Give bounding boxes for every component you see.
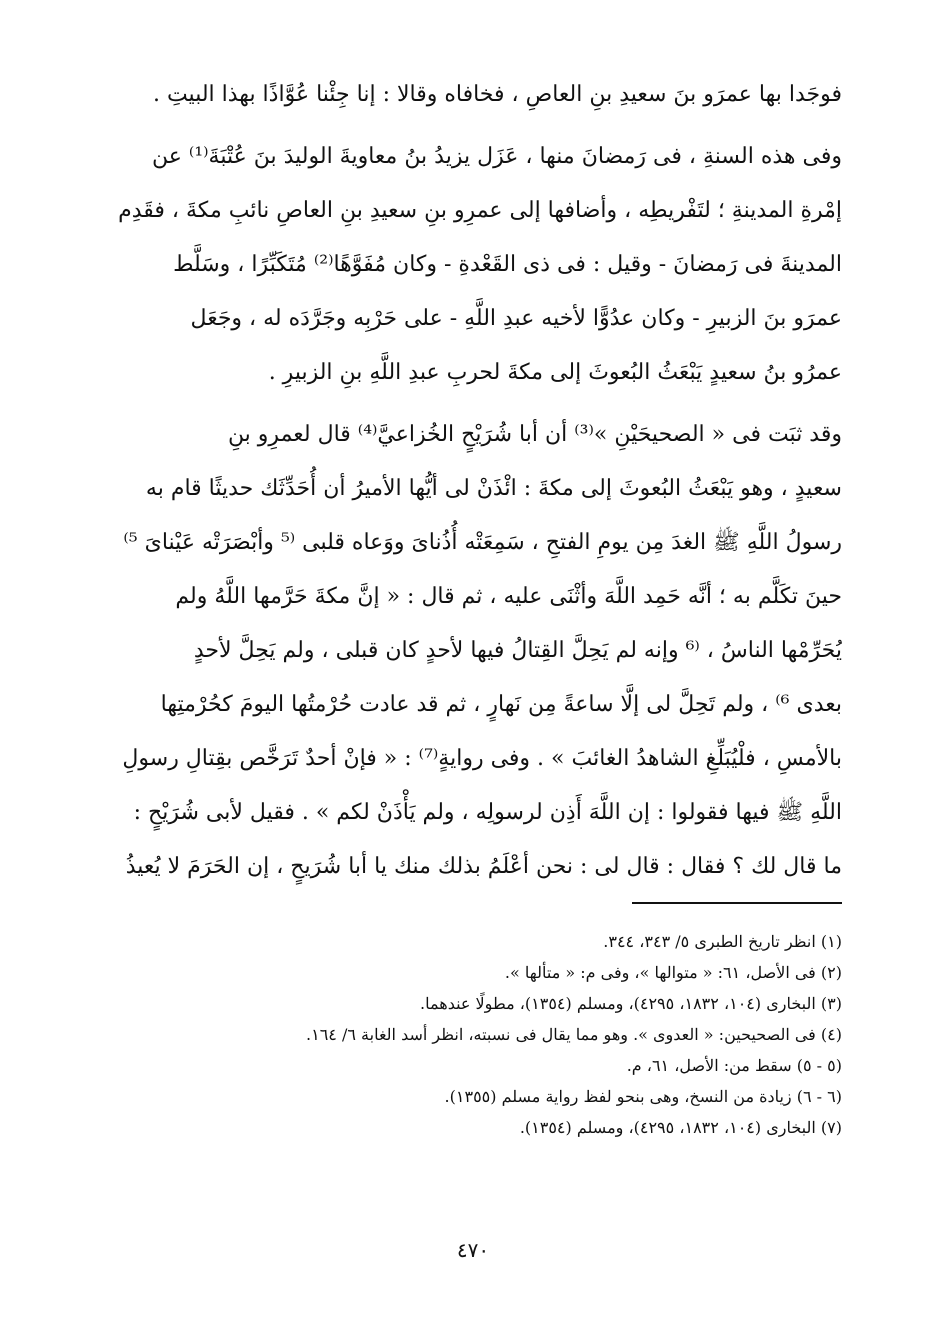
footnote-7: (٧) البخارى (١٠٤، ١٨٣٢، ٤٢٩٥)، ومسلم (١٣٥٤).: [519, 1118, 842, 1137]
footnote-1: (١) انظر تاريخ الطبرى ٥/ ٣٤٣، ٣٤٤.: [603, 932, 842, 951]
paragraph-2: [116, 130, 842, 400]
footnote-6: (٦ - ٦) زيادة من النسخ، وهى بنحو لفظ رواية مسلم (١٣٥٥).: [444, 1087, 842, 1106]
main-text: [116, 68, 842, 894]
text-line: عمرُو بنُ سعيدٍ يَبْعَثُ البُعوثَ إلى مكةَ لحربِ عبدِ اللَّهِ بنِ الزبيرِ .: [268, 360, 842, 385]
text-line: فوجَدا بها عمرَو بنَ سعيدِ بنِ العاصِ ، فخافاه وقالا : إنا جِئْنا عُوَّاذًا بهذا البيتِ .: [152, 82, 842, 107]
footnote-4: (٤) فى الصحيحين: « العدوى ». وهو مما يقال فى نسبته، انظر أسد الغابة ٦/ ١٦٤.: [306, 1025, 842, 1044]
text-line: حينَ تكَلَّم به ؛ أنَّه حَمِد اللَّهَ وأثْنَى عليه ، ثم قال : « إنَّ مكةَ حَرَّمها اللَّهُ ولم: [175, 584, 842, 609]
text-line: رسولُ اللَّهِ ﷺ الغدَ مِن يومِ الفتحِ ، سَمِعَتْه أُذُناىَ ووَعاه قلبى ⁽⁵ وأبْصَرَتْه عَيْناىَ ⁵⁾: [123, 530, 842, 555]
text-line: المدينةَ فى رَمضانَ - وقيل : فى ذى القَعْدةِ - وكان مُفَوَّهًا⁽²⁾ مُتَكَبِّرًا ، وسَلَّط: [173, 252, 842, 277]
page-number: ٤٧٠: [456, 1238, 490, 1262]
text-line: بعدى ⁶⁾ ، ولم تَحِلَّ لى إلَّا ساعةً مِن نَهارٍ ، ثم قد عادت حُرْمتُها اليومَ كحُرْمتِها: [160, 692, 842, 717]
footnote-separator: [632, 902, 842, 904]
paragraph-3: [116, 408, 842, 894]
text-line: يُحَرِّمْها الناسُ ، ⁽⁶ وإنه لم يَحِلَّ القِتالُ فيها لأحدٍ كان قبلى ، ولم يَحِلَّ لأحدٍ: [193, 638, 842, 663]
footnote-5: (٥ - ٥) سقط من: الأصل، ٦١، م.: [626, 1056, 842, 1075]
footnotes: [200, 926, 842, 1143]
text-line: وقد ثبَت فى « الصحيحَيْنِ »⁽³⁾ أن أبا شُرَيْحٍ الخُزاعيَّ⁽⁴⁾ قال لعمرِو بنِ: [227, 422, 842, 447]
text-line: وفى هذه السنةِ ، فى رَمضانَ منها ، عَزَل يزيدُ بنُ معاويةَ الوليدَ بنَ عُتْبَةَ⁽¹⁾ عن: [152, 144, 842, 169]
paragraph-1: [116, 68, 842, 122]
text-line: اللَّهِ ﷺ فيها فقولوا : إن اللَّهَ أَذِن لرسولِه ، ولم يَأْذَنْ لكم » . فقيل لأبى شُرَيْحٍ :: [133, 800, 842, 825]
text-line: بالأمسِ ، فلْيُبَلِّغِ الشاهدُ الغائبَ » . وفى روايةٍ⁽⁷⁾ : « فإنْ أحدٌ تَرَخَّص بقِتالِ رسولِ: [122, 746, 842, 771]
text-line: عمرَو بنَ الزبيرِ - وكان عدُوًّا لأخيه عبدِ اللَّهِ - على حَرْبِه وجَرَّدَه له ، وجَعَل: [190, 306, 842, 331]
footnote-2: (٢) فى الأصل، ٦١: « متوالها »، وفى م: « متألها ».: [504, 963, 842, 982]
text-line: سعيدٍ ، وهو يَبْعَثُ البُعوثَ إلى مكةَ : ائْذَنْ لى أيُّها الأميرُ أن أُحَدِّثَك حديثًا قام به: [145, 476, 842, 501]
footnote-3: (٣) البخارى (١٠٤، ١٨٣٢، ٤٢٩٥)، ومسلم (١٣٥٤)، مطولًا عندهما.: [420, 994, 842, 1013]
text-line: ما قال لك ؟ فقال : قال لى : نحن أعْلَمُ بذلك منك يا أبا شُرَيحٍ ، إن الحَرَمَ لا يُعيذُ: [125, 854, 842, 879]
text-line: إمْرةِ المدينةِ ؛ لتَفْريطِه ، وأضافها إلى عمرِو بنِ سعيدِ بنِ العاصِ نائبِ مكةَ ، فقَدِم: [118, 198, 842, 223]
